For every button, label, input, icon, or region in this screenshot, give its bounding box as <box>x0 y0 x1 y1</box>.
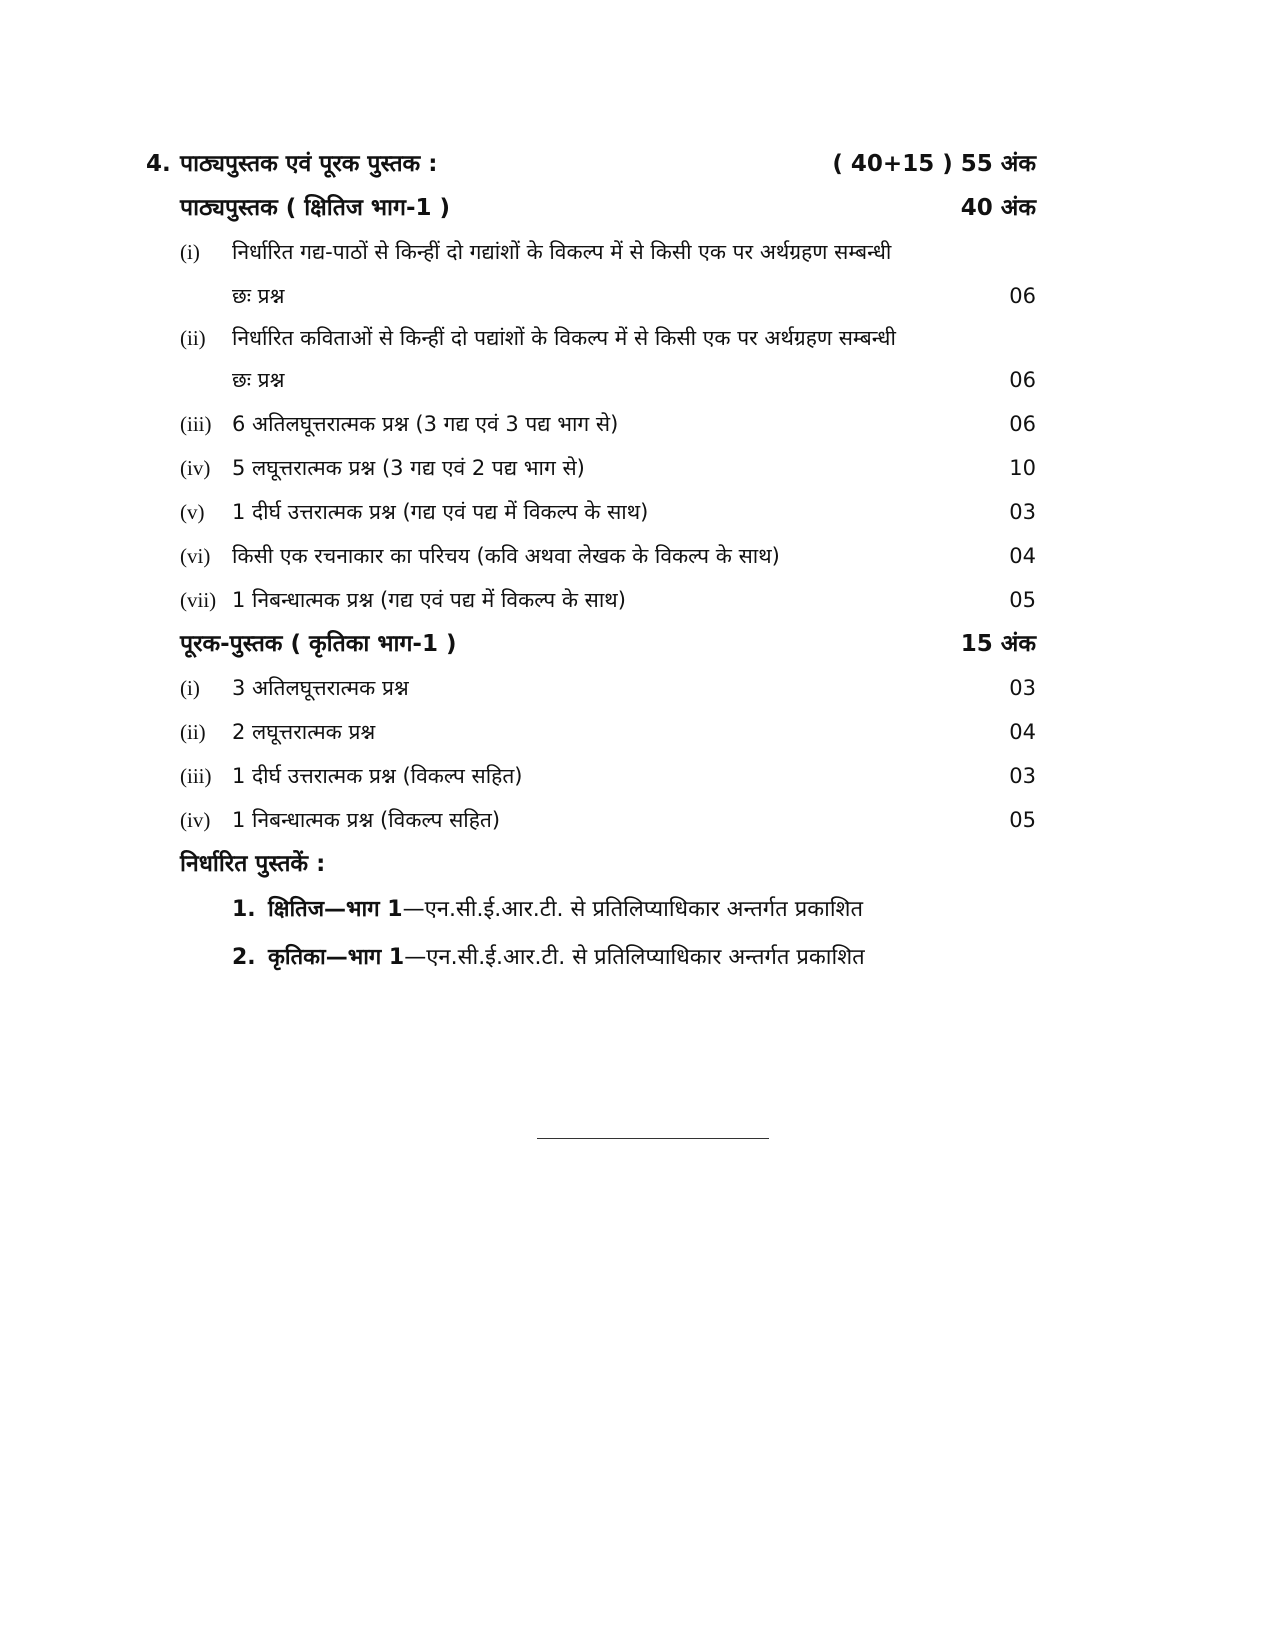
prescribed-book-1 <box>232 888 863 932</box>
textbook-item-7 <box>0 580 1276 620</box>
textbook-item-4 <box>0 448 1276 488</box>
textbook-item-2-line2 <box>0 360 1276 400</box>
item-marks: 10 <box>1009 456 1036 480</box>
item-marks: 04 <box>1009 544 1036 568</box>
item-marks: 03 <box>1009 676 1036 700</box>
end-divider <box>537 1138 769 1139</box>
section-title: पाठ्यपुस्तक एवं पूरक पुस्तक : <box>180 151 438 177</box>
supplementary-marks: 15 अंक <box>960 631 1036 657</box>
prescribed-heading-row <box>0 844 1276 884</box>
item-marks: 05 <box>1009 588 1036 612</box>
item-text-continued: छः प्रश्न <box>232 284 285 308</box>
item-marks: 03 <box>1009 764 1036 788</box>
textbook-item-6 <box>0 536 1276 576</box>
prescribed-book-2 <box>232 936 865 980</box>
item-number: (ii) <box>180 326 206 350</box>
book-title: क्षितिज—भाग 1 <box>268 897 403 922</box>
textbook-heading-row <box>0 188 1276 228</box>
textbook-item-5 <box>0 492 1276 532</box>
item-marks: 06 <box>1009 368 1036 392</box>
section-heading-row <box>0 144 1276 184</box>
item-number: (v) <box>180 500 205 524</box>
item-number: (i) <box>180 240 200 264</box>
item-text: निर्धारित कविताओं से किन्हीं दो पद्यांशों के विकल्प में से किसी एक पर अर्थग्रहण सम्बन्धी <box>232 326 896 350</box>
item-text: 2 लघूत्तरात्मक प्रश्न <box>232 720 376 744</box>
item-text: निर्धारित गद्य-पाठों से किन्हीं दो गद्यांशों के विकल्प में से किसी एक पर अर्थग्रहण सम्बन्धी <box>232 240 892 264</box>
section-number: 4. <box>146 151 171 177</box>
book-publisher: —एन.सी.ई.आर.टी. से प्रतिलिप्याधिकार अन्तर्गत प्रकाशित <box>404 945 865 970</box>
book-number: 2. <box>232 945 256 970</box>
item-marks: 06 <box>1009 412 1036 436</box>
item-marks: 03 <box>1009 500 1036 524</box>
item-text: 1 दीर्घ उत्तरात्मक प्रश्न (विकल्प सहित) <box>232 764 523 788</box>
textbook-title: पाठ्यपुस्तक ( क्षितिज भाग-1 ) <box>180 195 451 221</box>
item-number: (i) <box>180 676 200 700</box>
item-text: 6 अतिलघूत्तरात्मक प्रश्न (3 गद्य एवं 3 पद्य भाग से) <box>232 412 619 436</box>
item-text: 3 अतिलघूत्तरात्मक प्रश्न <box>232 676 409 700</box>
textbook-item-1-line2 <box>0 276 1276 316</box>
prescribed-title: निर्धारित पुस्तकें : <box>180 851 326 877</box>
textbook-marks: 40 अंक <box>960 195 1036 221</box>
supplementary-item-1 <box>0 668 1276 708</box>
supplementary-item-2 <box>0 712 1276 752</box>
item-number: (iii) <box>180 412 212 436</box>
book-number: 1. <box>232 897 256 922</box>
book-publisher: —एन.सी.ई.आर.टी. से प्रतिलिप्याधिकार अन्तर्गत प्रकाशित <box>402 897 864 922</box>
supplementary-title: पूरक-पुस्तक ( कृतिका भाग-1 ) <box>180 631 457 657</box>
item-text: 1 निबन्धात्मक प्रश्न (विकल्प सहित) <box>232 808 501 832</box>
item-text: किसी एक रचनाकार का परिचय (कवि अथवा लेखक के विकल्प के साथ) <box>232 544 780 568</box>
item-text-continued: छः प्रश्न <box>232 368 285 392</box>
item-number: (iv) <box>180 808 211 832</box>
item-number: (ii) <box>180 720 206 744</box>
item-marks: 05 <box>1009 808 1036 832</box>
supplementary-heading-row <box>0 624 1276 664</box>
item-text: 1 दीर्घ उत्तरात्मक प्रश्न (गद्य एवं पद्य में विकल्प के साथ) <box>232 500 649 524</box>
item-marks: 04 <box>1009 720 1036 744</box>
textbook-item-3 <box>0 404 1276 444</box>
textbook-item-2-line1 <box>0 318 1276 358</box>
section-marks: ( 40+15 ) 55 अंक <box>832 151 1036 177</box>
item-marks: 06 <box>1009 284 1036 308</box>
item-text: 5 लघूत्तरात्मक प्रश्न (3 गद्य एवं 2 पद्य भाग से) <box>232 456 585 480</box>
book-title: कृतिका—भाग 1 <box>268 945 405 970</box>
item-number: (iv) <box>180 456 211 480</box>
supplementary-item-3 <box>0 756 1276 796</box>
item-number: (iii) <box>180 764 212 788</box>
item-text: 1 निबन्धात्मक प्रश्न (गद्य एवं पद्य में विकल्प के साथ) <box>232 588 626 612</box>
supplementary-item-4 <box>0 800 1276 840</box>
item-number: (vi) <box>180 544 211 568</box>
textbook-item-1-line1 <box>0 232 1276 272</box>
item-number: (vii) <box>180 588 217 612</box>
